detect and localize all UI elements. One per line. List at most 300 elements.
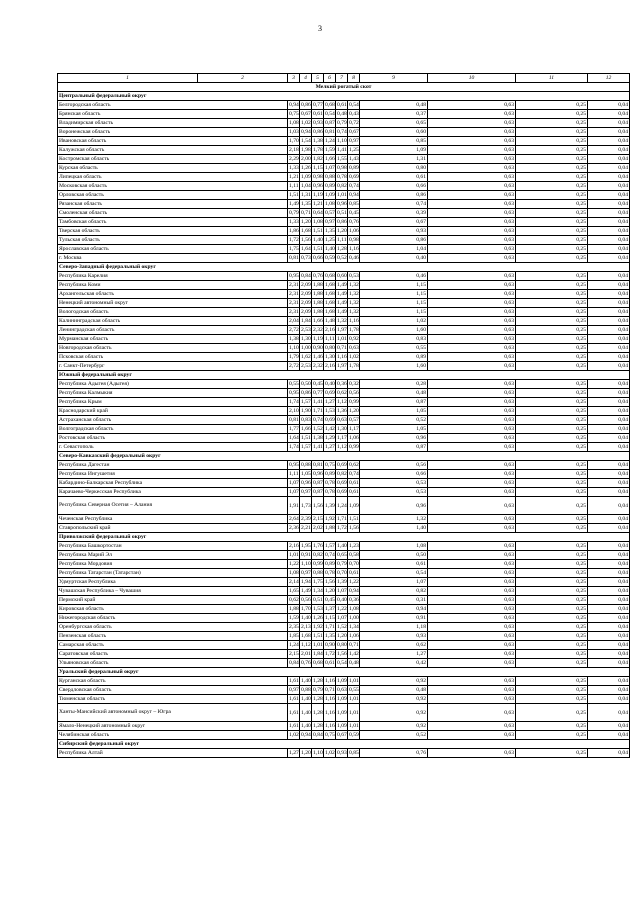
value-cell: 0,04 bbox=[588, 326, 630, 335]
region-name: Калужская область bbox=[58, 146, 288, 155]
value-cell: 0,04 bbox=[588, 236, 630, 245]
value-cell: 0,63 bbox=[428, 344, 516, 353]
value-cell: 1,49 bbox=[337, 300, 347, 306]
region-name: Карачаево-Черкесская Республика bbox=[58, 488, 288, 497]
value-cell: 1,16 bbox=[325, 723, 335, 729]
value-cell: 0,63 bbox=[428, 623, 516, 632]
value-cell: 1,51 bbox=[313, 633, 323, 639]
value-cell: 0,25 bbox=[516, 110, 588, 119]
value-cell: 1,19 bbox=[313, 336, 323, 342]
value-cell: 0,65 bbox=[360, 119, 428, 128]
table-row bbox=[58, 389, 630, 398]
value-cell: 1,31 bbox=[360, 155, 428, 164]
table-row bbox=[58, 560, 630, 569]
value-cell: 0,85 bbox=[360, 137, 428, 146]
value-cell: 0,25 bbox=[516, 326, 588, 335]
value-cell: 1,01 bbox=[349, 696, 359, 702]
value-cell: 0,25 bbox=[516, 272, 588, 281]
value-cell: 1,09 bbox=[337, 696, 347, 702]
value-cell: 0,04 bbox=[588, 560, 630, 569]
value-cell: 1,20 bbox=[325, 588, 335, 594]
table-row bbox=[58, 623, 630, 632]
value-cell: 0,25 bbox=[516, 155, 588, 164]
value-cell: 1,88 bbox=[289, 606, 299, 612]
value-cell: 1,49 bbox=[337, 309, 347, 315]
value-cell: 1,74 bbox=[289, 399, 299, 405]
value-cell: 0,31 bbox=[360, 596, 428, 605]
value-cell: 0,63 bbox=[428, 191, 516, 200]
value-cell: 0,04 bbox=[588, 443, 630, 452]
table-row bbox=[58, 704, 630, 722]
value-cell: 2,31 bbox=[289, 291, 299, 297]
region-name: Ханты-Мансийский автономный округ – Югра bbox=[58, 704, 288, 722]
value-cell: 2,02 bbox=[313, 525, 323, 531]
value-cell: 0,04 bbox=[588, 308, 630, 317]
value-cell: 0,04 bbox=[588, 335, 630, 344]
value-cell: 1,16 bbox=[337, 354, 347, 360]
value-cell: 1,92 bbox=[325, 516, 335, 522]
value-cell: 0,59 bbox=[349, 732, 359, 738]
value-cell: 0,69 bbox=[325, 417, 335, 423]
value-cell: 1,34 bbox=[313, 588, 323, 594]
value-cell: 1,66 bbox=[313, 318, 323, 324]
value-cell: 0,70 bbox=[337, 570, 347, 576]
value-cell: 1,95 bbox=[301, 543, 311, 549]
value-cell: 0,63 bbox=[428, 659, 516, 668]
value-cell: 1,08 bbox=[289, 570, 299, 576]
value-cell: 1,75 bbox=[289, 246, 299, 252]
value-cell: 0,04 bbox=[588, 578, 630, 587]
district-header-row bbox=[58, 92, 630, 101]
value-cell: 0,63 bbox=[428, 299, 516, 308]
value-cell: 1,71 bbox=[313, 408, 323, 414]
value-cell: 1,32 bbox=[360, 515, 428, 524]
value-cell: 2,15 bbox=[313, 516, 323, 522]
value-cell: 0,57 bbox=[349, 417, 359, 423]
value-cell: 1,68 bbox=[325, 300, 335, 306]
value-cell: 0,36 bbox=[337, 381, 347, 387]
value-cell: 0,25 bbox=[516, 353, 588, 362]
value-cell: 1,84 bbox=[313, 651, 323, 657]
value-cell: 0,86 bbox=[337, 219, 347, 225]
value-cell: 0,04 bbox=[588, 200, 630, 209]
value-cell: 0,04 bbox=[588, 173, 630, 182]
value-cell: 2,10 bbox=[289, 408, 299, 414]
value-cell: 1,11 bbox=[325, 336, 335, 342]
value-cell: 1,03 bbox=[289, 129, 299, 135]
value-cell: 1,28 bbox=[313, 696, 323, 702]
value-cell: 1,49 bbox=[301, 588, 311, 594]
value-cell: 0,82 bbox=[337, 471, 347, 477]
value-cell: 0,25 bbox=[516, 560, 588, 569]
value-cell: 1,40 bbox=[301, 615, 311, 621]
value-cell: 0,64 bbox=[313, 210, 323, 216]
value-cell: 1,60 bbox=[360, 326, 428, 335]
value-cell: 0,78 bbox=[337, 174, 347, 180]
value-cell: 0,25 bbox=[516, 686, 588, 695]
region-name: Курганская область bbox=[58, 677, 288, 686]
region-name: Ленинградская область bbox=[58, 326, 288, 335]
value-cell: 2,09 bbox=[301, 300, 311, 306]
value-cell: 0,25 bbox=[516, 614, 588, 623]
value-cell: 1,10 bbox=[313, 750, 323, 756]
value-cell: 0,25 bbox=[516, 542, 588, 551]
value-cell: 0,04 bbox=[588, 515, 630, 524]
value-cell: 1,56 bbox=[325, 579, 335, 585]
value-cell: 1,01 bbox=[337, 336, 347, 342]
region-name: Ярославская область bbox=[58, 245, 288, 254]
column-number: 5 bbox=[312, 74, 324, 83]
table-row bbox=[58, 173, 630, 182]
value-cell: 0,68 bbox=[325, 273, 335, 279]
value-cell: 1,09 bbox=[337, 723, 347, 729]
value-cell: 0,78 bbox=[325, 570, 335, 576]
value-cell: 1,35 bbox=[325, 228, 335, 234]
value-cell: 2,21 bbox=[301, 525, 311, 531]
table-row bbox=[58, 398, 630, 407]
value-cell: 0,99 bbox=[313, 561, 323, 567]
value-cell: 0,63 bbox=[428, 425, 516, 434]
value-cell: 0,76 bbox=[349, 219, 359, 225]
value-cell: 0,83 bbox=[360, 335, 428, 344]
value-cell: 0,04 bbox=[588, 641, 630, 650]
table-row bbox=[58, 362, 630, 371]
value-cell: 0,25 bbox=[516, 749, 588, 758]
value-cell: 0,63 bbox=[428, 641, 516, 650]
value-cell: 0,04 bbox=[588, 353, 630, 362]
value-cell: 1,98 bbox=[301, 147, 311, 153]
value-cell: 1,38 bbox=[313, 435, 323, 441]
value-cell: 0,86 bbox=[301, 102, 311, 108]
value-cell: 1,08 bbox=[325, 201, 335, 207]
column-number: 8 bbox=[348, 74, 360, 83]
value-cell: 1,78 bbox=[349, 327, 359, 333]
value-cell: 0,66 bbox=[360, 470, 428, 479]
value-cell: 0,25 bbox=[516, 236, 588, 245]
value-cell: 2,31 bbox=[289, 282, 299, 288]
value-cell: 1,08 bbox=[349, 606, 359, 612]
value-cell: 1,77 bbox=[289, 426, 299, 432]
value-cell: 0,99 bbox=[349, 399, 359, 405]
value-cell: 0,63 bbox=[428, 164, 516, 173]
value-cell: 0,74 bbox=[337, 129, 347, 135]
value-cell: 0,25 bbox=[516, 362, 588, 371]
table-row bbox=[58, 488, 630, 497]
value-cell: 1,28 bbox=[313, 678, 323, 684]
value-cell: 0,04 bbox=[588, 101, 630, 110]
value-cell: 0,04 bbox=[588, 119, 630, 128]
value-cell: 1,27 bbox=[325, 444, 335, 450]
table-row bbox=[58, 587, 630, 596]
value-cell: 1,11 bbox=[289, 471, 299, 477]
value-cell: 0,54 bbox=[360, 569, 428, 578]
value-cell: 1,09 bbox=[360, 146, 428, 155]
value-cell: 0,25 bbox=[516, 659, 588, 668]
value-cell: 1,00 bbox=[301, 345, 311, 351]
value-cell: 0,04 bbox=[588, 272, 630, 281]
value-cell: 0,63 bbox=[428, 389, 516, 398]
value-cell: 1,33 bbox=[289, 219, 299, 225]
value-cell: 1,16 bbox=[325, 678, 335, 684]
table-row bbox=[58, 326, 630, 335]
value-cell: 0,63 bbox=[428, 587, 516, 596]
value-cell: 0,56 bbox=[360, 461, 428, 470]
value-cell: 1,27 bbox=[289, 750, 299, 756]
table-row bbox=[58, 344, 630, 353]
value-cell: 1,97 bbox=[337, 363, 347, 369]
value-cell: 0,25 bbox=[516, 470, 588, 479]
value-cell: 1,05 bbox=[360, 425, 428, 434]
value-cell: 0,94 bbox=[349, 588, 359, 594]
region-name: Ивановская область bbox=[58, 137, 288, 146]
value-cell: 0,68 bbox=[313, 660, 323, 666]
value-cell: 1,32 bbox=[349, 309, 359, 315]
value-cell: 0,51 bbox=[337, 210, 347, 216]
table-row bbox=[58, 614, 630, 623]
value-cell: 1,65 bbox=[289, 588, 299, 594]
value-cell: 0,85 bbox=[349, 750, 359, 756]
district-title: Южный федеральный округ bbox=[58, 371, 630, 380]
table-row bbox=[58, 119, 630, 128]
district-header-row bbox=[58, 533, 630, 542]
value-cell: 0,25 bbox=[516, 704, 588, 722]
value-cell: 0,89 bbox=[325, 471, 335, 477]
value-cell: 1,66 bbox=[301, 426, 311, 432]
table-row bbox=[58, 407, 630, 416]
value-cell: 1,56 bbox=[312, 497, 324, 515]
value-cell: 0,04 bbox=[588, 398, 630, 407]
table-row bbox=[58, 659, 630, 668]
value-cell: 0,75 bbox=[325, 462, 335, 468]
value-cell: 0,45 bbox=[313, 381, 323, 387]
region-name: Республика Коми bbox=[58, 281, 288, 290]
value-cell: 0,04 bbox=[588, 344, 630, 353]
column-number: 10 bbox=[428, 74, 516, 83]
value-cell: 0,04 bbox=[588, 677, 630, 686]
value-cell: 1,20 bbox=[337, 633, 347, 639]
value-cell: 0,55 bbox=[360, 344, 428, 353]
table-row bbox=[58, 731, 630, 740]
value-cell: 0,63 bbox=[428, 731, 516, 740]
value-cell: 0,63 bbox=[428, 524, 516, 533]
value-cell: 0,04 bbox=[588, 434, 630, 443]
value-cell: 1,57 bbox=[325, 543, 335, 549]
table-row bbox=[58, 281, 630, 290]
value-cell: 0,97 bbox=[349, 138, 359, 144]
value-cell: 0,25 bbox=[516, 425, 588, 434]
district-header-row bbox=[58, 668, 630, 677]
value-cell: 0,25 bbox=[516, 596, 588, 605]
value-cell: 1,53 bbox=[313, 606, 323, 612]
value-cell: 1,15 bbox=[360, 281, 428, 290]
value-cell: 2,16 bbox=[325, 327, 335, 333]
region-name: г. Севастополь bbox=[58, 443, 288, 452]
value-cell: 0,63 bbox=[428, 569, 516, 578]
value-cell: 0,45 bbox=[349, 210, 359, 216]
region-name: Липецкая область bbox=[58, 173, 288, 182]
value-cell: 1,72 bbox=[337, 525, 347, 531]
value-cell: 0,52 bbox=[337, 255, 347, 261]
value-cell: 1,17 bbox=[349, 426, 359, 432]
value-cell: 0,63 bbox=[428, 416, 516, 425]
value-cell: 0,63 bbox=[428, 146, 516, 155]
value-cell: 0,40 bbox=[337, 597, 347, 603]
value-cell: 0,84 bbox=[289, 660, 299, 666]
value-cell: 1,21 bbox=[313, 201, 323, 207]
value-cell: 1,84 bbox=[301, 318, 311, 324]
value-cell: 0,25 bbox=[516, 119, 588, 128]
region-name: Оренбургская область bbox=[58, 623, 288, 632]
value-cell: 0,57 bbox=[325, 210, 335, 216]
table-row bbox=[58, 695, 630, 704]
value-cell: 0,92 bbox=[349, 336, 359, 342]
value-cell: 0,04 bbox=[588, 497, 630, 515]
coefficients-table bbox=[57, 73, 630, 758]
table-row bbox=[58, 290, 630, 299]
value-cell: 1,38 bbox=[313, 138, 323, 144]
value-cell: 0,63 bbox=[428, 614, 516, 623]
value-cell: 0,54 bbox=[337, 660, 347, 666]
value-cell: 1,48 bbox=[325, 318, 335, 324]
table-row bbox=[58, 596, 630, 605]
value-cell: 1,71 bbox=[325, 624, 335, 630]
value-cell: 2,14 bbox=[289, 579, 299, 585]
value-cell: 0,63 bbox=[428, 335, 516, 344]
value-cell: 0,04 bbox=[588, 218, 630, 227]
value-cell: 1,64 bbox=[301, 246, 311, 252]
value-cell: 1,15 bbox=[313, 165, 323, 171]
region-name: Республика Марий Эл bbox=[58, 551, 288, 560]
region-name: Чувашская Республика – Чувашия bbox=[58, 587, 288, 596]
value-cell: 0,48 bbox=[360, 686, 428, 695]
region-name: Белгородская область bbox=[58, 101, 288, 110]
table-row bbox=[58, 686, 630, 695]
value-cell: 0,04 bbox=[588, 164, 630, 173]
value-cell: 1,34 bbox=[349, 624, 359, 630]
region-name: Ростовская область bbox=[58, 434, 288, 443]
column-number: 6 bbox=[324, 74, 336, 83]
value-cell: 1,71 bbox=[337, 516, 347, 522]
table-row bbox=[58, 182, 630, 191]
region-name: Республика Крым bbox=[58, 398, 288, 407]
value-cell: 0,25 bbox=[516, 218, 588, 227]
column-number: 4 bbox=[300, 74, 312, 83]
district-title: Уральский федеральный округ bbox=[58, 668, 630, 677]
value-cell: 0,90 bbox=[313, 345, 323, 351]
value-cell: 2,13 bbox=[301, 624, 311, 630]
value-cell: 0,76 bbox=[301, 660, 311, 666]
value-cell: 0,89 bbox=[325, 561, 335, 567]
value-cell: 1,51 bbox=[313, 228, 323, 234]
value-cell: 1,61 bbox=[288, 704, 300, 722]
region-name: Республика Северная Осетия – Алания bbox=[58, 497, 288, 515]
value-cell: 0,63 bbox=[428, 101, 516, 110]
value-cell: 1,15 bbox=[360, 290, 428, 299]
table-row bbox=[58, 155, 630, 164]
value-cell: 0,25 bbox=[516, 182, 588, 191]
value-cell: 2,31 bbox=[289, 300, 299, 306]
value-cell: 0,86 bbox=[313, 129, 323, 135]
region-name: Костромская область bbox=[58, 155, 288, 164]
value-cell: 1,15 bbox=[360, 299, 428, 308]
district-title: Северо-Кавказский федеральный округ bbox=[58, 452, 630, 461]
value-cell: 1,30 bbox=[301, 336, 311, 342]
value-cell: 1,61 bbox=[289, 678, 299, 684]
value-cell: 0,79 bbox=[337, 561, 347, 567]
value-cell: 0,87 bbox=[325, 120, 335, 126]
value-cell: 0,61 bbox=[349, 480, 359, 486]
value-cell: 0,04 bbox=[588, 479, 630, 488]
value-cell: 0,94 bbox=[289, 102, 299, 108]
value-cell: 1,53 bbox=[325, 408, 335, 414]
region-name: Ульяновская область bbox=[58, 659, 288, 668]
table-row bbox=[58, 245, 630, 254]
value-cell: 1,39 bbox=[337, 579, 347, 585]
value-cell: 0,25 bbox=[516, 479, 588, 488]
value-cell: 0,87 bbox=[360, 398, 428, 407]
value-cell: 1,20 bbox=[301, 750, 311, 756]
value-cell: 1,54 bbox=[301, 138, 311, 144]
value-cell: 0,71 bbox=[349, 642, 359, 648]
table-row bbox=[58, 272, 630, 281]
value-cell: 1,02 bbox=[289, 732, 299, 738]
value-cell: 1,66 bbox=[325, 156, 335, 162]
value-cell: 2,64 bbox=[289, 516, 299, 522]
value-cell: 0,93 bbox=[313, 120, 323, 126]
value-cell: 1,07 bbox=[289, 480, 299, 486]
value-cell: 0,55 bbox=[349, 687, 359, 693]
value-cell: 0,70 bbox=[349, 561, 359, 567]
district-title: Приволжский федеральный округ bbox=[58, 533, 630, 542]
value-cell: 0,93 bbox=[360, 632, 428, 641]
value-cell: 1,75 bbox=[313, 579, 323, 585]
region-name: Новгородская область bbox=[58, 344, 288, 353]
value-cell: 1,97 bbox=[337, 327, 347, 333]
value-cell: 0,53 bbox=[349, 273, 359, 279]
table-row bbox=[58, 146, 630, 155]
value-cell: 0,88 bbox=[325, 174, 335, 180]
region-name: Республика Дагестан bbox=[58, 461, 288, 470]
value-cell: 0,79 bbox=[313, 687, 323, 693]
value-cell: 0,25 bbox=[516, 497, 588, 515]
value-cell: 0,92 bbox=[360, 695, 428, 704]
value-cell: 2,00 bbox=[301, 156, 311, 162]
value-cell: 0,63 bbox=[428, 173, 516, 182]
value-cell: 1,88 bbox=[325, 525, 335, 531]
value-cell: 1,41 bbox=[337, 147, 347, 153]
value-cell: 1,59 bbox=[289, 615, 299, 621]
value-cell: 0,25 bbox=[516, 443, 588, 452]
value-cell: 0,25 bbox=[516, 101, 588, 110]
value-cell: 1,07 bbox=[289, 489, 299, 495]
value-cell: 0,71 bbox=[301, 210, 311, 216]
value-cell: 0,63 bbox=[428, 308, 516, 317]
value-cell: 1,06 bbox=[349, 435, 359, 441]
value-cell: 0,25 bbox=[516, 344, 588, 353]
value-cell: 1,70 bbox=[301, 606, 311, 612]
region-name: Астраханская область bbox=[58, 416, 288, 425]
value-cell: 0,63 bbox=[428, 461, 516, 470]
value-cell: 0,94 bbox=[349, 192, 359, 198]
value-cell: 1,39 bbox=[324, 497, 336, 515]
value-cell: 0,04 bbox=[588, 569, 630, 578]
value-cell: 1,09 bbox=[325, 192, 335, 198]
value-cell: 0,40 bbox=[360, 254, 428, 263]
value-cell: 0,74 bbox=[325, 552, 335, 558]
value-cell: 1,64 bbox=[289, 435, 299, 441]
value-cell: 1,31 bbox=[301, 192, 311, 198]
value-cell: 0,25 bbox=[516, 632, 588, 641]
